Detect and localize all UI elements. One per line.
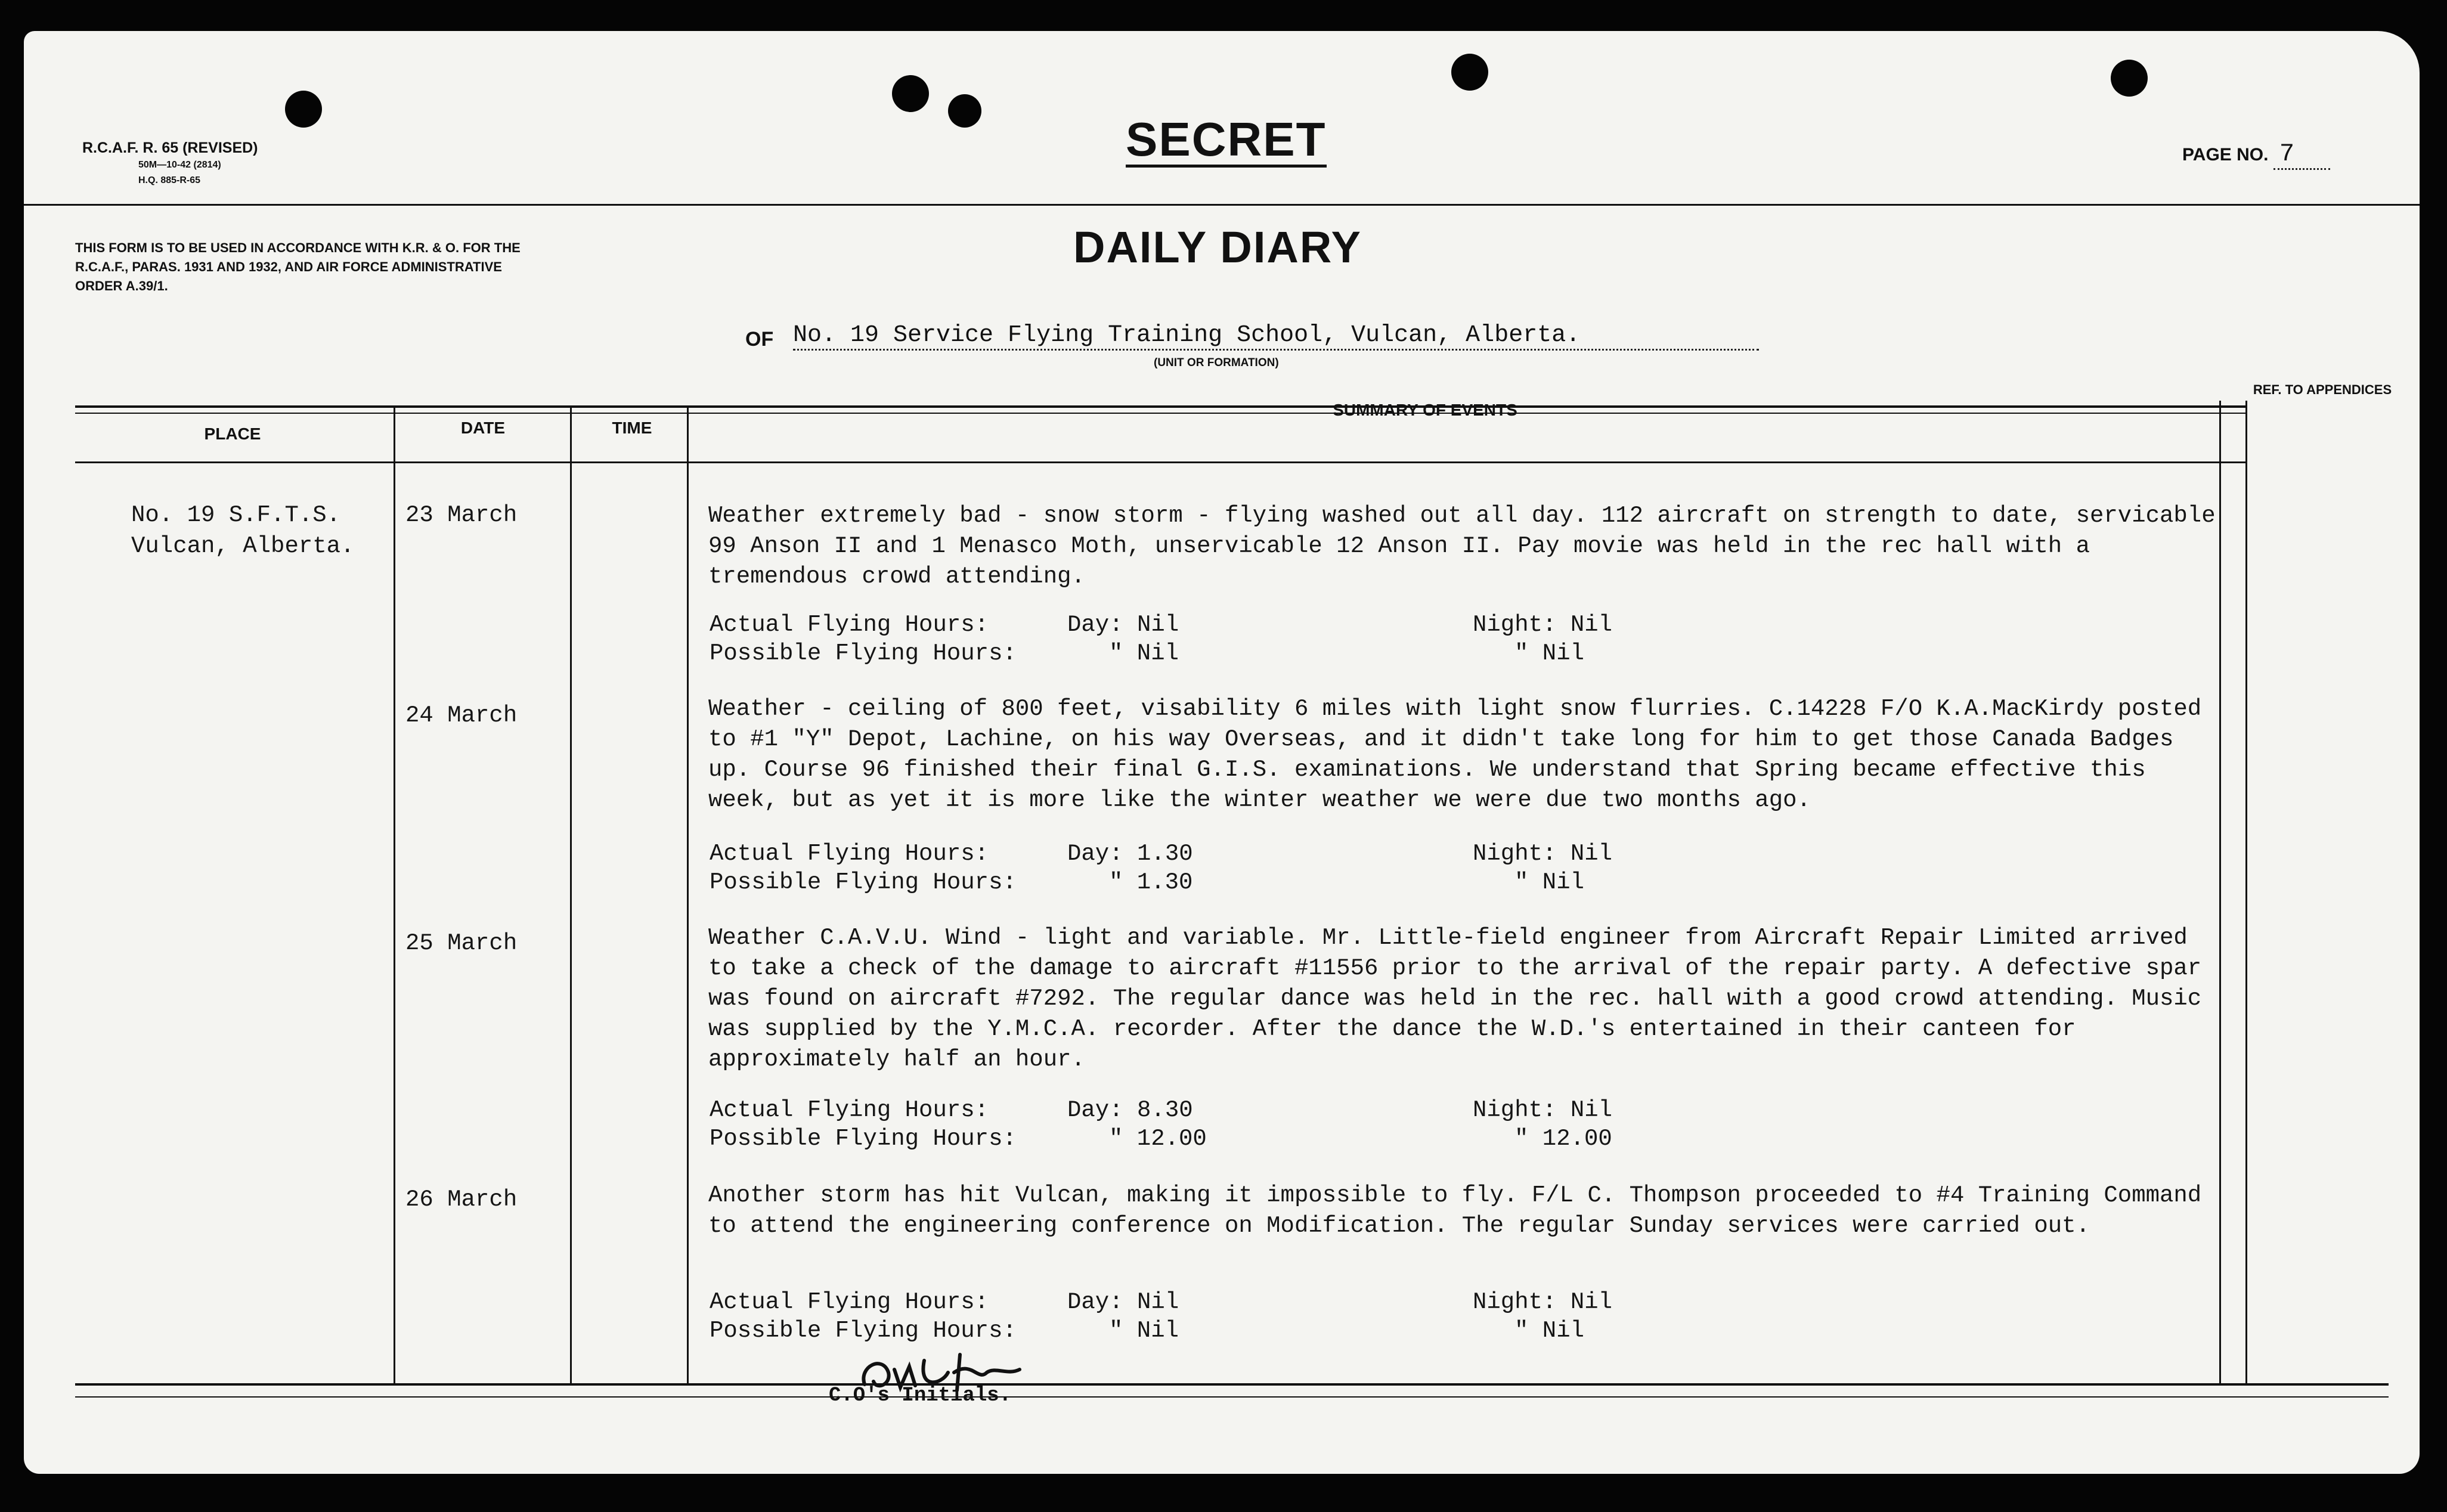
entry-date: 24 March bbox=[405, 702, 518, 729]
entry-summary: Weather extremely bad - snow storm - flying washed out all day. 112 aircraft on strength to date, servicable 99 Anson II and 1 Menasco Moth, unservicable 12 Anson II. Pay movie was held in the rec hall with a tremendous crowd attending. bbox=[708, 503, 2216, 590]
flying-hours-possible bbox=[710, 1124, 1612, 1153]
col-header-place: PLACE bbox=[204, 425, 261, 443]
possible-hours-label: Possible Flying Hours: bbox=[710, 1318, 1017, 1344]
actual-day-hours: Day: 1.30 bbox=[1067, 841, 1193, 867]
entry-summary: Another storm has hit Vulcan, making it impossible to fly. F/L C. Thompson proceeded to #4 Training Command to attend the engineering conference on Modification. The regular Sunday services were carried out. bbox=[708, 1182, 2202, 1239]
actual-hours-label: Actual Flying Hours: bbox=[710, 612, 989, 638]
page-number-label: PAGE NO. bbox=[2182, 145, 2269, 165]
flying-hours-actual bbox=[710, 611, 1612, 639]
col-header-date: DATE bbox=[460, 419, 506, 437]
actual-night-hours: Night: Nil bbox=[1473, 612, 1613, 638]
classification-stamp: SECRET bbox=[1126, 114, 1327, 168]
unit-of-label: OF bbox=[745, 328, 774, 351]
col-divider-time bbox=[687, 405, 689, 1384]
possible-hours-label: Possible Flying Hours: bbox=[710, 869, 1017, 896]
col-header-ref: REF. TO APPENDICES bbox=[2253, 382, 2392, 397]
form-hq-code: H.Q. 885-R-65 bbox=[138, 175, 201, 185]
possible-night-hours: " Nil bbox=[1514, 640, 1585, 667]
co-initials-label: C.O's Initials. bbox=[829, 1384, 1012, 1407]
possible-day-hours: " 12.00 bbox=[1109, 1126, 1207, 1152]
actual-day-hours: Day: 8.30 bbox=[1067, 1097, 1193, 1123]
actual-night-hours: Night: Nil bbox=[1473, 1289, 1613, 1315]
entry-summary: Weather C.A.V.U. Wind - light and variable. Mr. Little-field engineer from Aircraft Repair Limited arrived to take a check of the damage to aircraft #11556 prior to the arrival of the repair party. A defective spar was found on aircraft #7292. The regular dance was held in the rec. hall with a good crowd attending. Music was supplied by the Y.M.C.A. recorder. After the dance the W.D.'s entertained in their canteen for approximately half an hour. bbox=[708, 925, 2202, 1073]
page-number-field bbox=[2182, 140, 2330, 168]
possible-day-hours: " Nil bbox=[1109, 640, 1179, 667]
punch-hole-4 bbox=[1451, 54, 1488, 91]
col-header-time: TIME bbox=[612, 419, 652, 437]
page-title: DAILY DIARY bbox=[1073, 222, 1362, 272]
punch-hole-1 bbox=[285, 91, 322, 128]
regulation-notice: THIS FORM IS TO BE USED IN ACCORDANCE WITH K.R. & O. FOR THE R.C.A.F., PARAS. 1931 AND 1932, AND AIR FORCE ADMINISTRATIVE ORDER A.39/1. bbox=[75, 240, 521, 293]
place-line-1: No. 19 S.F.T.S. bbox=[131, 502, 341, 528]
header-bottom-rule bbox=[75, 461, 2245, 463]
actual-night-hours: Night: Nil bbox=[1473, 1097, 1613, 1123]
diary-sheet bbox=[24, 31, 2420, 1474]
flying-hours-possible bbox=[710, 639, 1584, 668]
actual-night-hours: Night: Nil bbox=[1473, 841, 1613, 867]
flying-hours-actual bbox=[710, 839, 1612, 868]
possible-night-hours: " Nil bbox=[1514, 1318, 1585, 1344]
table-bottom-rule bbox=[75, 1383, 2389, 1386]
header-divider bbox=[24, 204, 2420, 206]
actual-hours-label: Actual Flying Hours: bbox=[710, 1289, 989, 1315]
possible-day-hours: " Nil bbox=[1109, 1318, 1179, 1344]
entry-date: 23 March bbox=[405, 502, 518, 528]
form-print-code: 50M—10-42 (2814) bbox=[138, 160, 221, 170]
possible-night-hours: " Nil bbox=[1514, 869, 1585, 896]
actual-day-hours: Day: Nil bbox=[1067, 612, 1179, 638]
actual-hours-label: Actual Flying Hours: bbox=[710, 1097, 989, 1123]
actual-hours-label: Actual Flying Hours: bbox=[710, 841, 989, 867]
punch-hole-3 bbox=[948, 94, 981, 128]
entry-date: 26 March bbox=[405, 1186, 518, 1213]
possible-day-hours: " 1.30 bbox=[1109, 869, 1193, 896]
col-divider-ref bbox=[2245, 401, 2247, 1384]
entry-summary: Weather - ceiling of 800 feet, visability 6 miles with light snow flurries. C.14228 F/O K.A.MacKirdy posted to #1 "Y" Depot, Lachine, on his way Overseas, and it didn't take long for him to get those Canada Badges up. Course 96 finished their final G.I.S. examinations. We understand that Spring became effective this week, but as yet it is more like the winter weather we were due two months ago. bbox=[708, 696, 2202, 813]
entry-date: 25 March bbox=[405, 930, 518, 956]
flying-hours-actual bbox=[710, 1288, 1612, 1316]
unit-name: No. 19 Service Flying Training School, Vulcan, Alberta. bbox=[793, 322, 1759, 351]
unit-caption: (UNIT OR FORMATION) bbox=[1154, 357, 1279, 369]
col-divider-place bbox=[394, 405, 395, 1384]
col-header-summary: SUMMARY OF EVENTS bbox=[1333, 401, 1517, 419]
possible-hours-label: Possible Flying Hours: bbox=[710, 1126, 1017, 1152]
page-number: 7 bbox=[2273, 140, 2330, 170]
place-line-2: Vulcan, Alberta. bbox=[131, 533, 355, 559]
punch-hole-2 bbox=[892, 75, 929, 112]
punch-hole-5 bbox=[2111, 60, 2148, 97]
actual-day-hours: Day: Nil bbox=[1067, 1289, 1179, 1315]
form-id: R.C.A.F. R. 65 (REVISED) bbox=[82, 140, 258, 156]
possible-night-hours: " 12.00 bbox=[1514, 1126, 1612, 1152]
possible-hours-label: Possible Flying Hours: bbox=[710, 640, 1017, 667]
flying-hours-possible bbox=[710, 1316, 1584, 1345]
flying-hours-possible bbox=[710, 868, 1584, 897]
col-divider-date bbox=[570, 405, 572, 1384]
table-bottom-rule-2 bbox=[75, 1396, 2389, 1398]
flying-hours-actual bbox=[710, 1096, 1612, 1124]
